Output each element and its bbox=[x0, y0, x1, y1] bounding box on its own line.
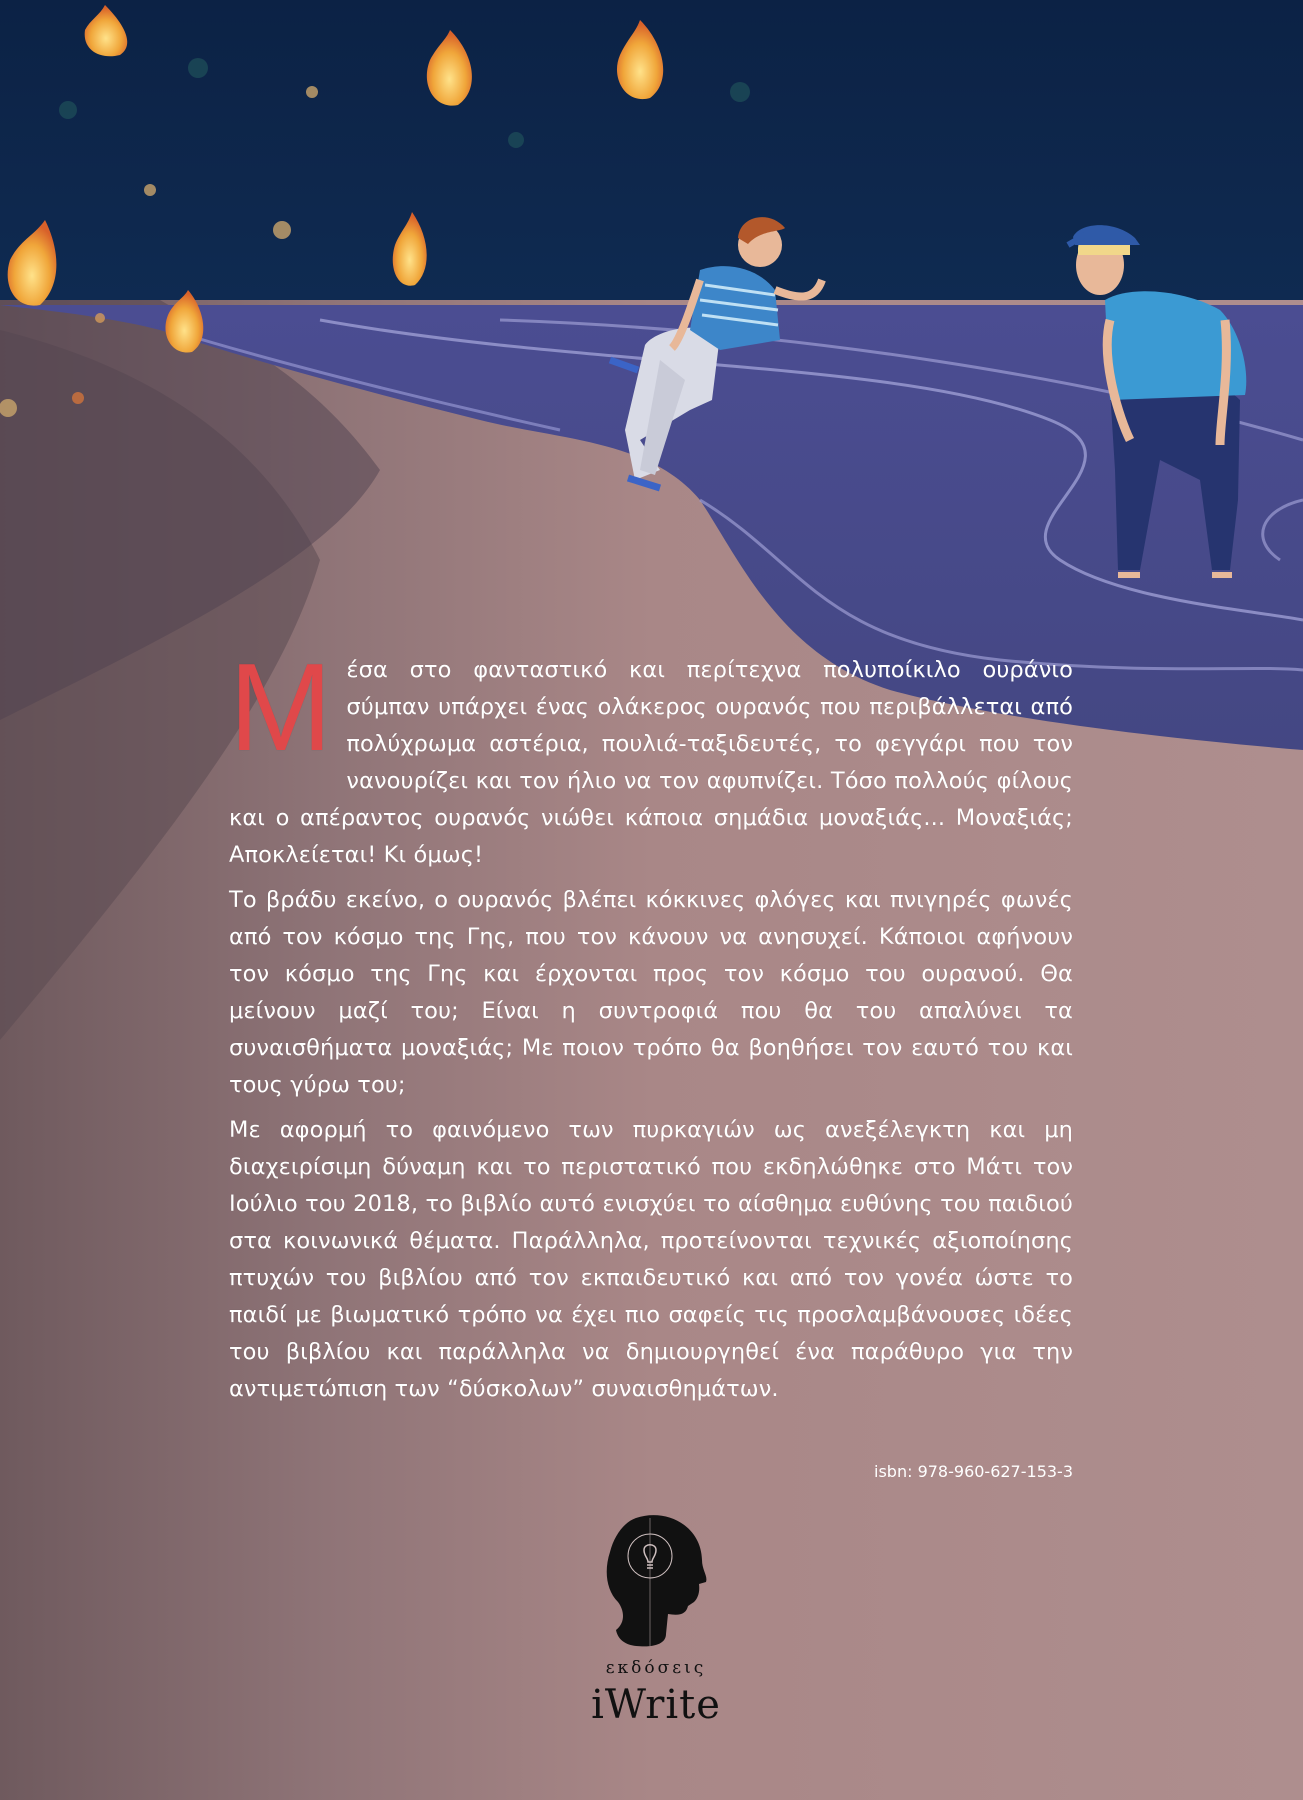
blurb-paragraph-2: Το βράδυ εκείνο, ο ουρανός βλέπει κόκκινες φλόγες και πνιγηρές φωνές από τον κόσμο της Γης, που τον κάνουν να ανησυχεί. Κάποιοι αφήνουν τον κόσμο της Γης και έρχονται προς τον κόσμο του ουρανού. Θα μείνουν μαζί του; Είναι η συντροφιά που θα του απαλύνει τα συναισθήματα μοναξιάς; Με ποιον τρόπο θα βοηθήσει τον εαυτό του και τους γύρω του; bbox=[229, 887, 1073, 1098]
publisher-name: iWrite bbox=[591, 1682, 721, 1728]
blurb-paragraph-3: Με αφορμή το φαινόμενο των πυρκαγιών ως ανεξέλεγκτη και μη διαχειρίσιμη δύναμη και το περιστατικό που εκδηλώθηκε στο Μάτι τον Ιούλιο του 2018, το βιβλίο αυτό ενισχύει το αίσθημα ευθύνης του παιδιού στα κοινωνικά θέματα. Παράλληλα, προτείνονται τεχνικές αξιοποίησης πτυχών του βιβλίου από τον εκπαιδευτικό και από τον γονέα ώστε το παιδί με βιωματικό τρόπο να έχει πιο σαφείς τις προσλαμβάνουσες ιδέες του βιβλίου και παράλληλα να δημιουργηθεί ένα παράθυρο για την αντιμετώπιση των “δύσκολων” συναισθημάτων. bbox=[229, 1117, 1073, 1402]
back-cover-blurb bbox=[229, 639, 1073, 1416]
publisher-prefix: εκδόσεις bbox=[605, 1658, 707, 1678]
drop-cap: Μ bbox=[229, 639, 333, 777]
blurb-paragraph-1 bbox=[229, 639, 1073, 874]
isbn-label: isbn: 978-960-627-153-3 bbox=[874, 1462, 1073, 1481]
blurb-paragraph-1-text: έσα στο φανταστικό και περίτεχνα πολυποίκιλο ουράνιο σύμπαν υπάρχει ένας ολάκερος ουρανός που περιβάλλεται από πολύχρωμα αστέρια, πουλιά-ταξιδευτές, το φεγγάρι που τον νανουρίζει και τον ήλιο να τον αφυπνίζει. Τόσο πολλούς φίλους και ο απέραντος ουρανός νιώθει κάποια σημάδια μοναξιάς... Μοναξιάς; Αποκλείεται! Κι όμως! bbox=[229, 657, 1073, 868]
head-lightbulb-icon bbox=[596, 1510, 716, 1660]
publisher-logo bbox=[591, 1510, 721, 1740]
